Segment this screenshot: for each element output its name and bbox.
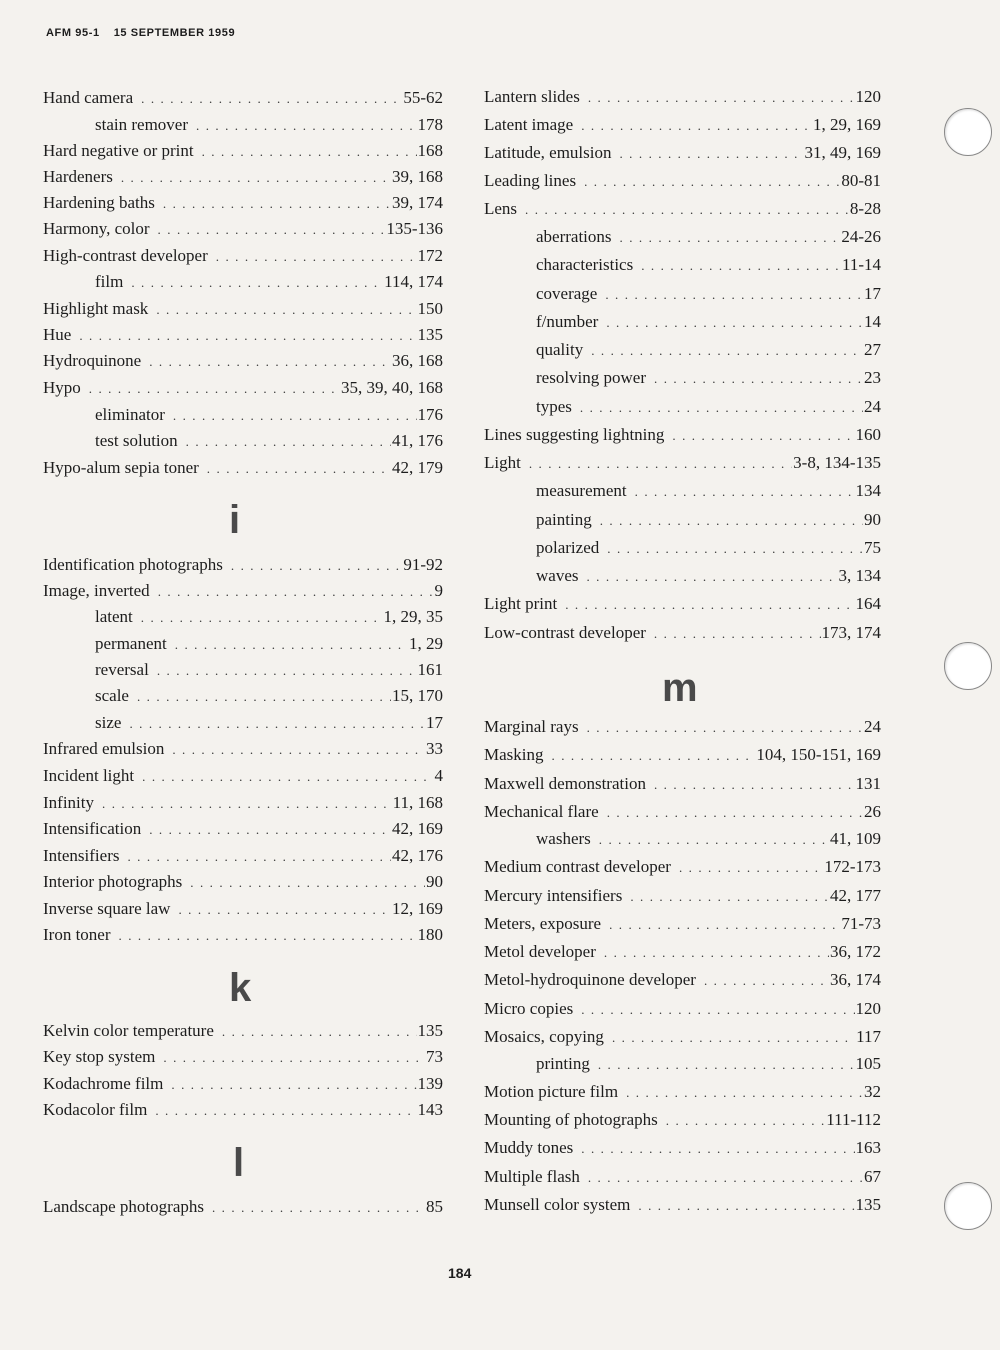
index-entry: Maxwell demonstration . . . 131 <box>484 774 881 798</box>
index-entry: Highlight mask . . . 150 <box>43 299 443 323</box>
section-letter-m: m <box>662 666 698 710</box>
index-subentry: aberrations . . . 24-26 <box>536 227 881 251</box>
binder-hole <box>944 1182 992 1230</box>
index-subentry: resolving power . . . 23 <box>536 368 881 392</box>
index-subentry: reversal . . . 161 <box>95 660 443 684</box>
index-subentry: types . . . 24 <box>536 397 881 421</box>
index-entry: Inverse square law . . . 12, 169 <box>43 899 443 923</box>
index-subentry: f/number . . . 14 <box>536 312 881 336</box>
index-entry: Light . . . 3-8, 134-135 <box>484 453 881 477</box>
index-subentry: printing . . . 105 <box>536 1054 881 1078</box>
index-entry: Hypo . . . 35, 39, 40, 168 <box>43 378 443 402</box>
form-number: AFM 95-1 <box>46 27 100 39</box>
index-entry: Lines suggesting lightning . . . 160 <box>484 425 881 449</box>
index-entry: Infinity . . . 11, 168 <box>43 793 443 817</box>
header-date: 15 SEPTEMBER 1959 <box>113 27 236 39</box>
index-entry: Harmony, color . . . 135-136 <box>43 219 443 243</box>
index-entry: Meters, exposure . . . 71-73 <box>484 914 881 938</box>
index-subentry: quality . . . 27 <box>536 340 881 364</box>
index-subentry: test solution . . . 41, 176 <box>95 431 443 455</box>
index-entry: Marginal rays . . . 24 <box>484 717 881 741</box>
index-subentry: permanent . . . 1, 29 <box>95 634 443 658</box>
index-entry: Hardeners . . . 39, 168 <box>43 167 443 191</box>
index-entry: Kodacolor film . . . 143 <box>43 1100 443 1124</box>
index-entry: Identification photographs . . . 91-92 <box>43 555 443 579</box>
index-subentry: latent . . . 1, 29, 35 <box>95 607 443 631</box>
index-subentry: waves . . . 3, 134 <box>536 566 881 590</box>
index-entry: Mosaics, copying . . . 117 <box>484 1027 881 1051</box>
index-entry: Muddy tones . . . 163 <box>484 1138 881 1162</box>
index-subentry: film . . . 114, 174 <box>95 272 443 296</box>
index-entry: Lens . . . 8-28 <box>484 199 881 223</box>
index-entry: Image, inverted . . . 9 <box>43 581 443 605</box>
index-subentry: washers . . . 41, 109 <box>536 829 881 853</box>
section-letter-i: i <box>229 498 241 542</box>
index-entry: Kelvin color temperature . . . 135 <box>43 1021 443 1045</box>
index-column-right <box>484 0 881 1240</box>
index-entry: Hardening baths . . . 39, 174 <box>43 193 443 217</box>
index-column-left <box>43 0 443 1240</box>
index-entry: Landscape photographs . . . 85 <box>43 1197 443 1221</box>
index-entry: Kodachrome film . . . 139 <box>43 1074 443 1098</box>
index-entry: Hypo-alum sepia toner . . . 42, 179 <box>43 458 443 482</box>
index-entry: Interior photographs . . . 90 <box>43 872 443 896</box>
index-subentry: polarized . . . 75 <box>536 538 881 562</box>
index-entry: Masking . . . 104, 150-151, 169 <box>484 745 881 769</box>
index-entry: Hard negative or print . . . 168 <box>43 141 443 165</box>
binder-hole <box>944 642 992 690</box>
index-subentry: painting . . . 90 <box>536 510 881 534</box>
index-entry: Mounting of photographs . . . 111-112 <box>484 1110 881 1134</box>
index-entry: High-contrast developer . . . 172 <box>43 246 443 270</box>
index-subentry: scale . . . 15, 170 <box>95 686 443 710</box>
index-entry: Mechanical flare . . . 26 <box>484 802 881 826</box>
page-number: 184 <box>448 1265 472 1281</box>
index-entry: Motion picture film . . . 32 <box>484 1082 881 1106</box>
index-subentry: stain remover . . . 178 <box>95 115 443 139</box>
index-entry: Incident light . . . 4 <box>43 766 443 790</box>
index-subentry: coverage . . . 17 <box>536 284 881 308</box>
index-entry: Medium contrast developer . . . 172-173 <box>484 857 881 881</box>
index-entry: Infrared emulsion . . . 33 <box>43 739 443 763</box>
index-entry: Leading lines . . . 80-81 <box>484 171 881 195</box>
index-subentry: eliminator . . . 176 <box>95 405 443 429</box>
index-entry: Latitude, emulsion . . . 31, 49, 169 <box>484 143 881 167</box>
index-entry: Metol-hydroquinone developer . . . 36, 174 <box>484 970 881 994</box>
index-entry: Hand camera . . . 55-62 <box>43 88 443 112</box>
index-entry: Multiple flash . . . 67 <box>484 1167 881 1191</box>
index-entry: Latent image . . . 1, 29, 169 <box>484 115 881 139</box>
index-subentry: characteristics . . . 11-14 <box>536 255 881 279</box>
index-entry: Key stop system . . . 73 <box>43 1047 443 1071</box>
index-entry: Intensification . . . 42, 169 <box>43 819 443 843</box>
index-entry: Lantern slides . . . 120 <box>484 87 881 111</box>
index-entry: Intensifiers . . . 42, 176 <box>43 846 443 870</box>
index-entry: Micro copies . . . 120 <box>484 999 881 1023</box>
section-letter-k: k <box>229 966 252 1010</box>
index-entry: Iron toner . . . 180 <box>43 925 443 949</box>
index-entry: Mercury intensifiers . . . 42, 177 <box>484 886 881 910</box>
index-subentry: size . . . 17 <box>95 713 443 737</box>
index-entry: Hue . . . 135 <box>43 325 443 349</box>
index-entry: Light print . . . 164 <box>484 594 881 618</box>
index-entry: Munsell color system . . . 135 <box>484 1195 881 1219</box>
section-letter-l: l <box>233 1141 245 1185</box>
index-subentry: measurement . . . 134 <box>536 481 881 505</box>
index-entry: Hydroquinone . . . 36, 168 <box>43 351 443 375</box>
binder-hole <box>944 108 992 156</box>
index-entry: Low-contrast developer . . . 173, 174 <box>484 623 881 647</box>
index-entry: Metol developer . . . 36, 172 <box>484 942 881 966</box>
